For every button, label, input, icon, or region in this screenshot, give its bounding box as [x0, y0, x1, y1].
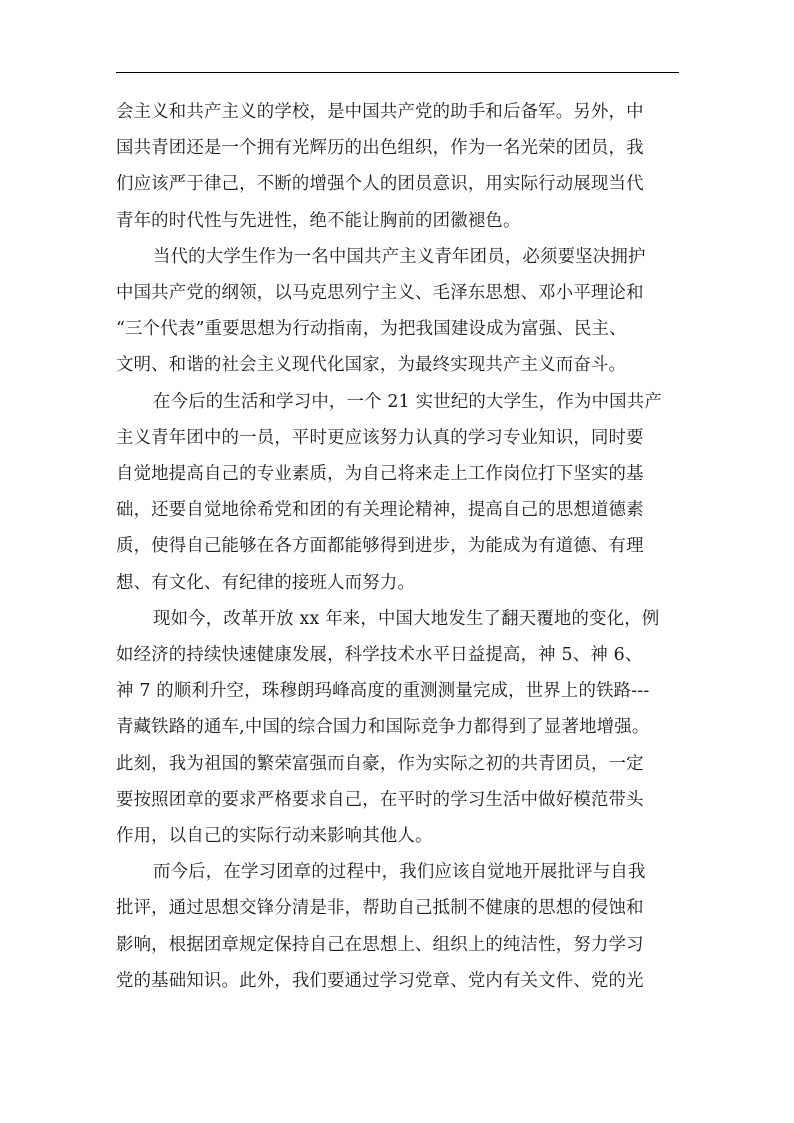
text-line: 青年的时代性与先进性，绝不能让胸前的团徽褪色。 [116, 210, 521, 231]
text-line: 国共青团还是一个拥有光辉历的出色组织，作为一名光荣的团员，我 [116, 138, 644, 159]
text-line: 质，使得自己能够在各方面都能够得到进步，为能成为有道德、有理 [116, 536, 644, 557]
text-line: 批评，通过思想交锋分清是非，帮助自己抵制不健康的思想的侵蚀和 [116, 898, 644, 919]
text-line: 影响，根据团章规定保持自己在思想上、组织上的纯洁性，努力学习 [116, 934, 644, 955]
paragraph [116, 94, 679, 239]
text-line: 文明、和谐的社会主义现代化国家，为最终实现共产主义而奋斗。 [116, 355, 627, 376]
text-line: “三个代表”重要思想为行动指南，为把我国建设成为富强、民主、 [116, 319, 627, 340]
text-line: 作用，以自己的实际行动来影响其他人。 [116, 826, 433, 847]
text-line: 们应该严于律己，不断的增强个人的团员意识，用实际行动展现当代 [116, 174, 644, 195]
text-line: 会主义和共产主义的学校，是中国共产党的助手和后备军。另外，中 [116, 102, 644, 122]
text-line: 当代的大学生作为一名中国共产主义青年团员，必须要坚决拥护 [153, 246, 646, 267]
paragraph [116, 854, 679, 999]
text-line: 要按照团章的要求严格要求自己，在平时的学习生活中做好模范带头 [116, 789, 644, 810]
text-line: 青藏铁路的通车,中国的综合国力和国际竞争力都得到了显著地增强。 [116, 717, 650, 738]
text-line: 想、有文化、有纪律的接班人而努力。 [116, 572, 416, 593]
paragraph [116, 384, 679, 601]
text-line: 如经济的持续快速健康发展，科学技术水平日益提高，神 5、神 6、 [116, 645, 643, 666]
text-line: 自觉地提高自己的专业素质，为自己将来走上工作岗位打下坚实的基 [116, 464, 644, 485]
text-line: 础，还要自觉地徐希党和团的有关理论精神，提高自己的思想道德素 [116, 500, 644, 521]
header-rule [116, 72, 679, 73]
paragraph [116, 239, 679, 384]
text-line: 此刻，我为祖国的繁荣富强而自豪，作为实际之初的共青团员，一定 [116, 753, 644, 774]
text-line: 主义青年团中的一员，平时更应该努力认真的学习专业知识，同时要 [116, 427, 644, 448]
text-line: 在今后的生活和学习中，一个 21 实世纪的大学生，作为中国共产 [153, 391, 662, 412]
paragraph [116, 601, 679, 854]
text-line: 党的基础知识。此外，我们要通过学习党章、党内有关文件、党的光 [116, 970, 644, 991]
document-body [116, 94, 679, 999]
text-line: 现如今，改革开放 xx 年来，中国大地发生了翻天覆地的变化，例 [153, 608, 660, 629]
text-line: 而今后，在学习团章的过程中，我们应该自觉地开展批评与自我 [153, 862, 646, 883]
text-line: 中国共产党的纲领，以马克思列宁主义、毛泽东思想、邓小平理论和 [116, 283, 644, 304]
text-line: 神 7 的顺利升空，珠穆朗玛峰高度的重测测量完成，世界上的铁路--- [116, 681, 650, 702]
